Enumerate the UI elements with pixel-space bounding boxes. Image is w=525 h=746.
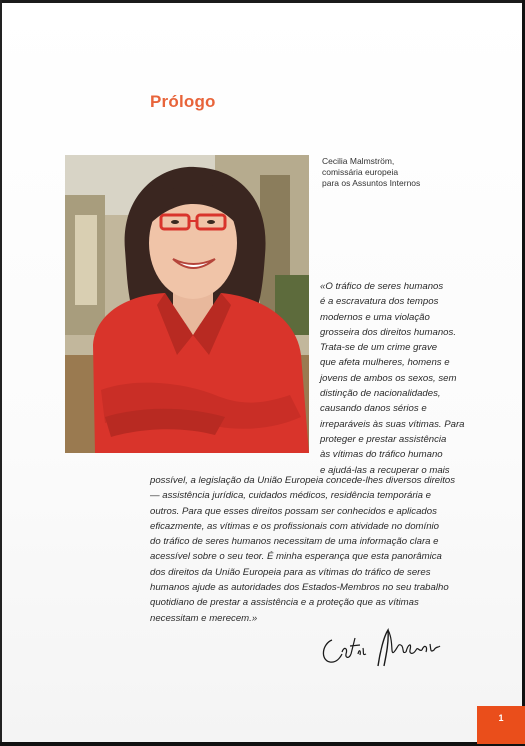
quote-line: é a escravatura dos tempos <box>320 296 439 308</box>
page-title: Prólogo <box>150 92 216 111</box>
quote-line: dos direitos da União Europeia para as vítimas do tráfico de seres <box>150 566 431 578</box>
quote-line: e ajudá-las a recuperar o mais <box>320 464 450 476</box>
quote-line: distinção de nacionalidades, <box>320 388 441 400</box>
quote-line: acessível sobre o seu teor. É minha esperança que esta panorâmica <box>150 551 442 563</box>
quote-line: grosseira dos direitos humanos. <box>320 326 456 338</box>
quote-line: que afeta mulheres, homens e <box>320 357 450 369</box>
quote-line: jovens de ambos os sexos, sem <box>320 372 457 384</box>
quote-column <box>320 279 465 478</box>
quote-line: humanos ajude as autoridades dos Estados-Membros no seu trabalho <box>150 582 449 594</box>
quote-line: do tráfico de seres humanos necessitam de uma informação clara e <box>150 536 439 548</box>
caption-line: comissária europeia <box>322 167 399 177</box>
quote-continuation <box>150 473 455 626</box>
quote-line: irreparáveis às suas vítimas. Para <box>320 418 465 430</box>
portrait-photo <box>65 155 309 453</box>
quote-line: possível, a legislação da União Europeia concede-lhes diversos direitos <box>150 475 456 486</box>
quote-line: — assistência jurídica, cuidados médicos, residência temporária e <box>150 490 432 502</box>
quote-line: eficazmente, as vítimas e os profissionais com atividade no domínio <box>150 520 440 532</box>
page-edge-bottom <box>0 742 525 746</box>
quote-line: «O tráfico de seres humanos <box>320 281 444 292</box>
quote-line: quotidiano de prestar a assistência e a proteção que as vítimas <box>150 597 419 609</box>
caption-line: Cecilia Malmström, <box>322 156 395 166</box>
signature <box>318 622 444 670</box>
page-edge-left <box>0 0 2 746</box>
quote-line: Trata-se de um crime grave <box>320 342 438 354</box>
page-number-badge: 1 <box>477 706 525 744</box>
quote-line: outros. Para que esses direitos possam ser conhecidos e aplicados <box>150 505 437 517</box>
quote-line: necessitam e merecem.» <box>150 612 258 624</box>
quote-line: às vítimas do tráfico humano <box>320 449 443 461</box>
quote-line: proteger e prestar assistência <box>320 433 447 445</box>
quote-line: modernos e uma violação <box>320 311 430 323</box>
photo-caption <box>322 156 472 189</box>
page-edge-top <box>0 0 525 3</box>
quote-line: causando danos sérios e <box>320 403 427 415</box>
caption-line: para os Assuntos Internos <box>322 178 421 188</box>
